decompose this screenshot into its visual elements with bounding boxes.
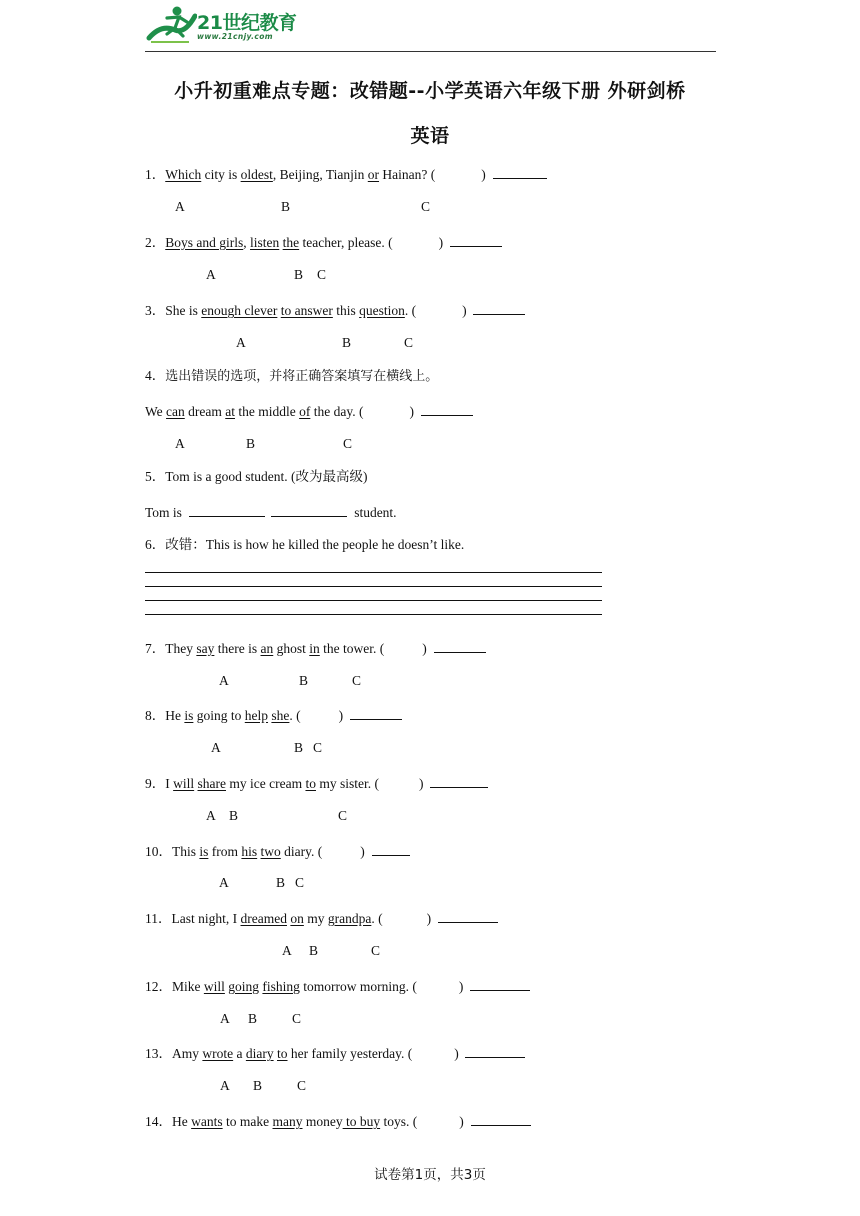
answer-blank[interactable] [421, 403, 473, 416]
text-segment: We [145, 404, 167, 419]
label-a: A [219, 875, 229, 890]
label-c: C [317, 267, 327, 282]
question-6 [145, 538, 464, 552]
text-segment: question [359, 303, 405, 318]
text-segment: . ( [371, 911, 383, 926]
text-segment: ) [409, 404, 414, 419]
label-c: C [338, 808, 348, 823]
question-1 [145, 166, 547, 182]
text-segment: 5． [145, 469, 166, 484]
text-segment: 13． [145, 1046, 172, 1061]
label-a: A [175, 199, 185, 214]
text-segment: the middle [235, 404, 300, 419]
question-5-answer-line [145, 504, 397, 520]
text-segment: Tom is a good student. (改为最高级) [165, 469, 368, 484]
label-b: B [281, 199, 291, 214]
text-segment: ) [459, 1114, 464, 1129]
question-11 [145, 910, 498, 926]
label-a: A [220, 1078, 230, 1093]
text-segment: diary. ( [280, 844, 323, 859]
page-footer: 试卷第1页，共3页 [374, 1167, 486, 1183]
label-c: C [404, 335, 414, 350]
text-segment: He [165, 708, 185, 723]
question-2 [145, 234, 502, 250]
text-segment: going to [193, 708, 245, 723]
label-b: B [246, 436, 256, 451]
label-b: B [299, 673, 309, 688]
writing-line[interactable] [145, 572, 602, 573]
label-a: A [220, 1011, 230, 1026]
logo-text: 21世纪教育 [197, 12, 297, 34]
text-segment: tomorrow morning. ( [299, 979, 417, 994]
answer-blank[interactable] [473, 302, 525, 315]
writing-line[interactable] [145, 614, 602, 615]
text-segment: city is [201, 167, 241, 182]
text-segment: grandpa [327, 911, 372, 926]
text-segment: 3． [145, 303, 166, 318]
answer-blank[interactable] [434, 640, 486, 653]
writing-line[interactable] [145, 586, 602, 587]
runner-logo-icon [145, 4, 197, 46]
text-segment: will [203, 979, 225, 994]
text-segment: 改错：This is how he killed the people he doesn’t like. [165, 537, 465, 552]
text-segment: . ( [404, 303, 417, 318]
text-segment: she [271, 708, 290, 723]
text-segment: wants [191, 1114, 223, 1129]
text-segment: the tower. ( [319, 641, 385, 656]
text-segment: ghost [273, 641, 310, 656]
text-segment: ) [438, 235, 444, 250]
text-segment: ) [338, 708, 344, 723]
text-segment: diary [245, 1046, 274, 1061]
text-segment: going [228, 979, 260, 994]
text-segment: ) [454, 1046, 459, 1061]
option-b-word: oldest [240, 167, 273, 182]
label-b: B [253, 1078, 263, 1093]
text-segment: of [299, 404, 311, 419]
option-a-word: Which [165, 167, 202, 182]
label-a: A [282, 943, 292, 958]
answer-blank-2[interactable] [271, 504, 347, 517]
text-segment: dreamed [240, 911, 287, 926]
text-segment: 10． [145, 844, 172, 859]
text-segment: my sister. ( [315, 776, 379, 791]
text-segment: . ( [289, 708, 301, 723]
text-segment: will [173, 776, 195, 791]
text-segment: 6． [145, 537, 166, 552]
label-a: A [206, 808, 216, 823]
text-segment: 7． [145, 641, 166, 656]
text-segment: can [166, 404, 185, 419]
question-12 [145, 978, 530, 994]
text-segment: is [184, 708, 194, 723]
writing-line[interactable] [145, 600, 602, 601]
question-3 [145, 302, 525, 318]
text-segment: say [196, 641, 215, 656]
label-b: B [276, 875, 286, 890]
question-number: 1． [145, 167, 166, 182]
option-c-word: or [367, 167, 380, 182]
answer-blank[interactable] [470, 978, 530, 991]
text-segment: Hainan? ( [379, 167, 436, 182]
label-c: C [295, 875, 305, 890]
text-segment: 12． [145, 979, 172, 994]
text-segment: ) [426, 911, 432, 926]
text-segment: ) [462, 303, 467, 318]
label-c: C [343, 436, 353, 451]
text-segment: 9． [145, 776, 166, 791]
text-segment: ) [458, 979, 464, 994]
text-segment: Mike [172, 979, 204, 994]
header-divider [145, 51, 716, 52]
question-5 [145, 470, 368, 484]
text-segment: ) [418, 776, 424, 791]
page-title: 小升初重难点专题：改错题--小学英语六年级下册 外研剑桥 [174, 80, 686, 102]
label-b: B [342, 335, 352, 350]
text-segment: Last night, I [171, 911, 241, 926]
question-7 [145, 640, 486, 656]
text-segment: Boys and girls [165, 235, 244, 250]
text-segment: from [208, 844, 242, 859]
answer-blank[interactable] [350, 707, 402, 720]
answer-blank[interactable] [430, 775, 488, 788]
label-a: A [236, 335, 246, 350]
label-b: B [294, 740, 304, 755]
text-segment: my ice cream [226, 776, 306, 791]
text-segment: share [197, 776, 226, 791]
label-a: A [175, 436, 185, 451]
question-14 [145, 1113, 531, 1129]
label-c: C [421, 199, 431, 214]
text-segment: money [302, 1114, 343, 1129]
text-segment: is [199, 844, 209, 859]
text-segment: Tom is [145, 505, 182, 520]
text-segment: a [233, 1046, 246, 1061]
text-segment: 11． [145, 911, 172, 926]
text-segment: fishing [262, 979, 300, 994]
text-segment: his [241, 844, 258, 859]
text-segment: to make [222, 1114, 273, 1129]
text-segment: many [272, 1114, 303, 1129]
text-segment: toys. ( [380, 1114, 418, 1129]
text-segment: I [165, 776, 174, 791]
label-a: A [219, 673, 229, 688]
answer-blank[interactable] [438, 910, 498, 923]
text-segment: enough clever [201, 303, 278, 318]
text-segment: This [172, 844, 200, 859]
text-segment: her family yesterday. ( [287, 1046, 413, 1061]
text-segment: ) [481, 167, 486, 182]
text-segment: to buy [342, 1114, 381, 1129]
label-c: C [371, 943, 381, 958]
page-title-line2: 英语 [410, 125, 450, 147]
question-9 [145, 775, 488, 791]
text-segment: the day. ( [310, 404, 364, 419]
label-a: A [211, 740, 221, 755]
text-segment: teacher, please. ( [299, 235, 393, 250]
label-a: A [206, 267, 216, 282]
answer-blank[interactable] [372, 843, 410, 856]
text-segment: an [260, 641, 274, 656]
text-segment: help [244, 708, 269, 723]
text-segment: to answer [280, 303, 333, 318]
answer-blank[interactable] [465, 1045, 525, 1058]
text-segment: , Beijing, Tianjin [272, 167, 368, 182]
logo [145, 4, 315, 46]
text-segment: on [290, 911, 304, 926]
text-segment: Amy [172, 1046, 203, 1061]
label-c: C [292, 1011, 302, 1026]
logo-url: www.21cnjy.com [197, 32, 274, 41]
text-segment: dream [184, 404, 226, 419]
answer-blank[interactable] [450, 234, 502, 247]
text-segment: 14． [145, 1114, 172, 1129]
question-13 [145, 1045, 525, 1061]
text-segment: there is [214, 641, 261, 656]
text-segment: listen [250, 235, 280, 250]
text-segment: 8． [145, 708, 166, 723]
text-segment: 4． [145, 368, 166, 383]
text-segment: wrote [202, 1046, 234, 1061]
question-10 [145, 843, 410, 859]
question-4-sentence [145, 403, 473, 419]
text-segment: ) [422, 641, 427, 656]
question-4 [145, 369, 438, 383]
text-segment: , [243, 235, 251, 250]
text-segment: the [282, 235, 300, 250]
label-b: B [294, 267, 304, 282]
text-segment: They [165, 641, 197, 656]
text-segment: at [225, 404, 235, 419]
label-b: B [229, 808, 239, 823]
text-segment: to [277, 1046, 288, 1061]
text-segment: this [332, 303, 360, 318]
answer-blank[interactable] [471, 1113, 531, 1126]
answer-blank-1[interactable] [189, 504, 265, 517]
text-segment: two [260, 844, 281, 859]
text-segment: my [303, 911, 328, 926]
label-b: B [248, 1011, 258, 1026]
question-8 [145, 707, 402, 723]
label-c: C [297, 1078, 307, 1093]
label-c: C [352, 673, 362, 688]
label-b: B [309, 943, 319, 958]
answer-blank[interactable] [493, 166, 547, 179]
text-segment: He [172, 1114, 192, 1129]
text-segment: in [309, 641, 320, 656]
text-segment: 2． [145, 235, 166, 250]
text-segment: She is [165, 303, 202, 318]
text-segment: to [305, 776, 316, 791]
label-c: C [313, 740, 323, 755]
instruction: 选出错误的选项，并将正确答案填写在横线上。 [165, 369, 439, 384]
text-segment: ) [360, 844, 365, 859]
text-segment: student. [354, 505, 397, 520]
